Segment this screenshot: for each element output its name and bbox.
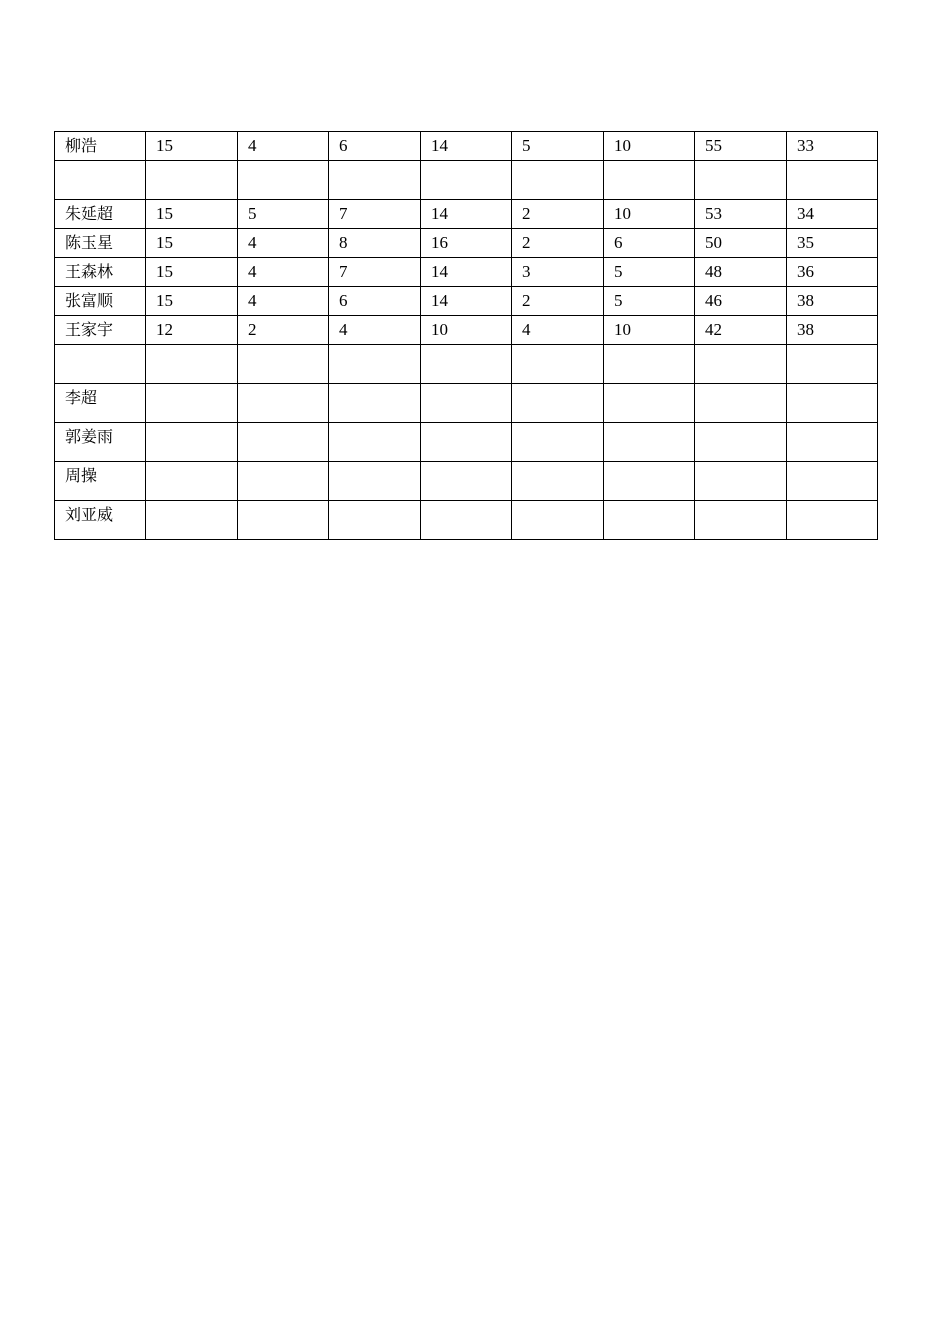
score-cell: 15 bbox=[146, 200, 238, 229]
student-name-cell: 周操 bbox=[55, 462, 146, 501]
score-cell bbox=[695, 345, 787, 384]
score-cell bbox=[695, 384, 787, 423]
score-cell bbox=[329, 384, 421, 423]
score-cell: 35 bbox=[787, 229, 878, 258]
score-cell: 38 bbox=[787, 316, 878, 345]
score-cell: 42 bbox=[695, 316, 787, 345]
table-row bbox=[55, 229, 878, 258]
score-cell: 10 bbox=[604, 316, 695, 345]
score-cell bbox=[146, 423, 238, 462]
table-body bbox=[55, 132, 878, 540]
score-cell: 4 bbox=[238, 229, 329, 258]
student-name-cell: 李超 bbox=[55, 384, 146, 423]
score-cell bbox=[695, 161, 787, 200]
score-cell: 5 bbox=[238, 200, 329, 229]
score-cell bbox=[329, 462, 421, 501]
score-cell bbox=[329, 161, 421, 200]
score-cell bbox=[512, 501, 604, 540]
score-cell: 55 bbox=[695, 132, 787, 161]
score-cell bbox=[421, 423, 512, 462]
score-cell bbox=[787, 345, 878, 384]
score-cell: 6 bbox=[329, 132, 421, 161]
score-cell bbox=[695, 462, 787, 501]
score-cell: 3 bbox=[512, 258, 604, 287]
score-cell bbox=[787, 161, 878, 200]
score-cell: 14 bbox=[421, 132, 512, 161]
score-cell bbox=[787, 462, 878, 501]
score-cell: 36 bbox=[787, 258, 878, 287]
score-cell: 2 bbox=[238, 316, 329, 345]
score-cell bbox=[329, 501, 421, 540]
score-cell bbox=[146, 462, 238, 501]
score-cell bbox=[512, 423, 604, 462]
score-cell bbox=[512, 384, 604, 423]
score-cell bbox=[604, 345, 695, 384]
student-name-cell: 柳浩 bbox=[55, 132, 146, 161]
score-cell: 4 bbox=[238, 287, 329, 316]
score-cell: 10 bbox=[604, 132, 695, 161]
score-cell bbox=[238, 501, 329, 540]
score-table bbox=[54, 131, 878, 540]
score-cell: 15 bbox=[146, 132, 238, 161]
student-name-cell: 王家宇 bbox=[55, 316, 146, 345]
student-name-cell: 刘亚威 bbox=[55, 501, 146, 540]
score-cell: 15 bbox=[146, 287, 238, 316]
score-cell bbox=[238, 345, 329, 384]
score-cell bbox=[421, 384, 512, 423]
score-cell: 5 bbox=[512, 132, 604, 161]
student-name-cell: 张富顺 bbox=[55, 287, 146, 316]
score-cell bbox=[146, 345, 238, 384]
score-cell bbox=[787, 423, 878, 462]
score-cell: 14 bbox=[421, 287, 512, 316]
score-cell bbox=[329, 423, 421, 462]
score-cell: 4 bbox=[329, 316, 421, 345]
score-cell: 6 bbox=[604, 229, 695, 258]
score-cell: 8 bbox=[329, 229, 421, 258]
score-cell bbox=[604, 423, 695, 462]
score-cell bbox=[604, 501, 695, 540]
score-cell bbox=[787, 384, 878, 423]
table-row bbox=[55, 161, 878, 200]
student-name-cell bbox=[55, 161, 146, 200]
score-cell bbox=[604, 462, 695, 501]
student-name-cell: 朱延超 bbox=[55, 200, 146, 229]
score-cell bbox=[512, 462, 604, 501]
score-cell: 38 bbox=[787, 287, 878, 316]
score-cell: 2 bbox=[512, 200, 604, 229]
score-cell: 4 bbox=[238, 132, 329, 161]
table-row bbox=[55, 200, 878, 229]
score-cell: 34 bbox=[787, 200, 878, 229]
score-cell bbox=[421, 462, 512, 501]
score-cell bbox=[512, 161, 604, 200]
score-cell: 10 bbox=[604, 200, 695, 229]
score-cell: 15 bbox=[146, 229, 238, 258]
score-cell: 46 bbox=[695, 287, 787, 316]
score-cell bbox=[421, 345, 512, 384]
score-cell: 33 bbox=[787, 132, 878, 161]
student-name-cell: 郭姜雨 bbox=[55, 423, 146, 462]
score-cell bbox=[238, 462, 329, 501]
table-row bbox=[55, 384, 878, 423]
score-cell: 2 bbox=[512, 287, 604, 316]
score-cell bbox=[421, 501, 512, 540]
score-cell bbox=[695, 423, 787, 462]
score-cell: 50 bbox=[695, 229, 787, 258]
student-name-cell: 陈玉星 bbox=[55, 229, 146, 258]
score-cell: 4 bbox=[238, 258, 329, 287]
score-cell: 53 bbox=[695, 200, 787, 229]
score-cell bbox=[146, 501, 238, 540]
score-cell bbox=[329, 345, 421, 384]
score-cell: 14 bbox=[421, 258, 512, 287]
score-cell: 16 bbox=[421, 229, 512, 258]
score-cell bbox=[146, 161, 238, 200]
score-cell: 15 bbox=[146, 258, 238, 287]
score-cell: 10 bbox=[421, 316, 512, 345]
table-row bbox=[55, 345, 878, 384]
score-cell bbox=[512, 345, 604, 384]
score-cell: 5 bbox=[604, 258, 695, 287]
score-cell: 12 bbox=[146, 316, 238, 345]
score-cell: 5 bbox=[604, 287, 695, 316]
score-cell: 2 bbox=[512, 229, 604, 258]
score-cell bbox=[146, 384, 238, 423]
table-row bbox=[55, 132, 878, 161]
score-cell: 7 bbox=[329, 258, 421, 287]
score-cell bbox=[238, 161, 329, 200]
table-row bbox=[55, 316, 878, 345]
student-name-cell: 王森林 bbox=[55, 258, 146, 287]
table-row bbox=[55, 462, 878, 501]
score-cell: 14 bbox=[421, 200, 512, 229]
student-name-cell bbox=[55, 345, 146, 384]
table-row bbox=[55, 423, 878, 462]
score-cell: 48 bbox=[695, 258, 787, 287]
score-cell bbox=[604, 384, 695, 423]
score-cell bbox=[238, 384, 329, 423]
score-cell bbox=[787, 501, 878, 540]
score-cell: 7 bbox=[329, 200, 421, 229]
table-row bbox=[55, 287, 878, 316]
score-cell: 4 bbox=[512, 316, 604, 345]
score-cell bbox=[421, 161, 512, 200]
table-row bbox=[55, 501, 878, 540]
score-cell bbox=[238, 423, 329, 462]
score-cell bbox=[695, 501, 787, 540]
score-cell: 6 bbox=[329, 287, 421, 316]
score-cell bbox=[604, 161, 695, 200]
table-row bbox=[55, 258, 878, 287]
